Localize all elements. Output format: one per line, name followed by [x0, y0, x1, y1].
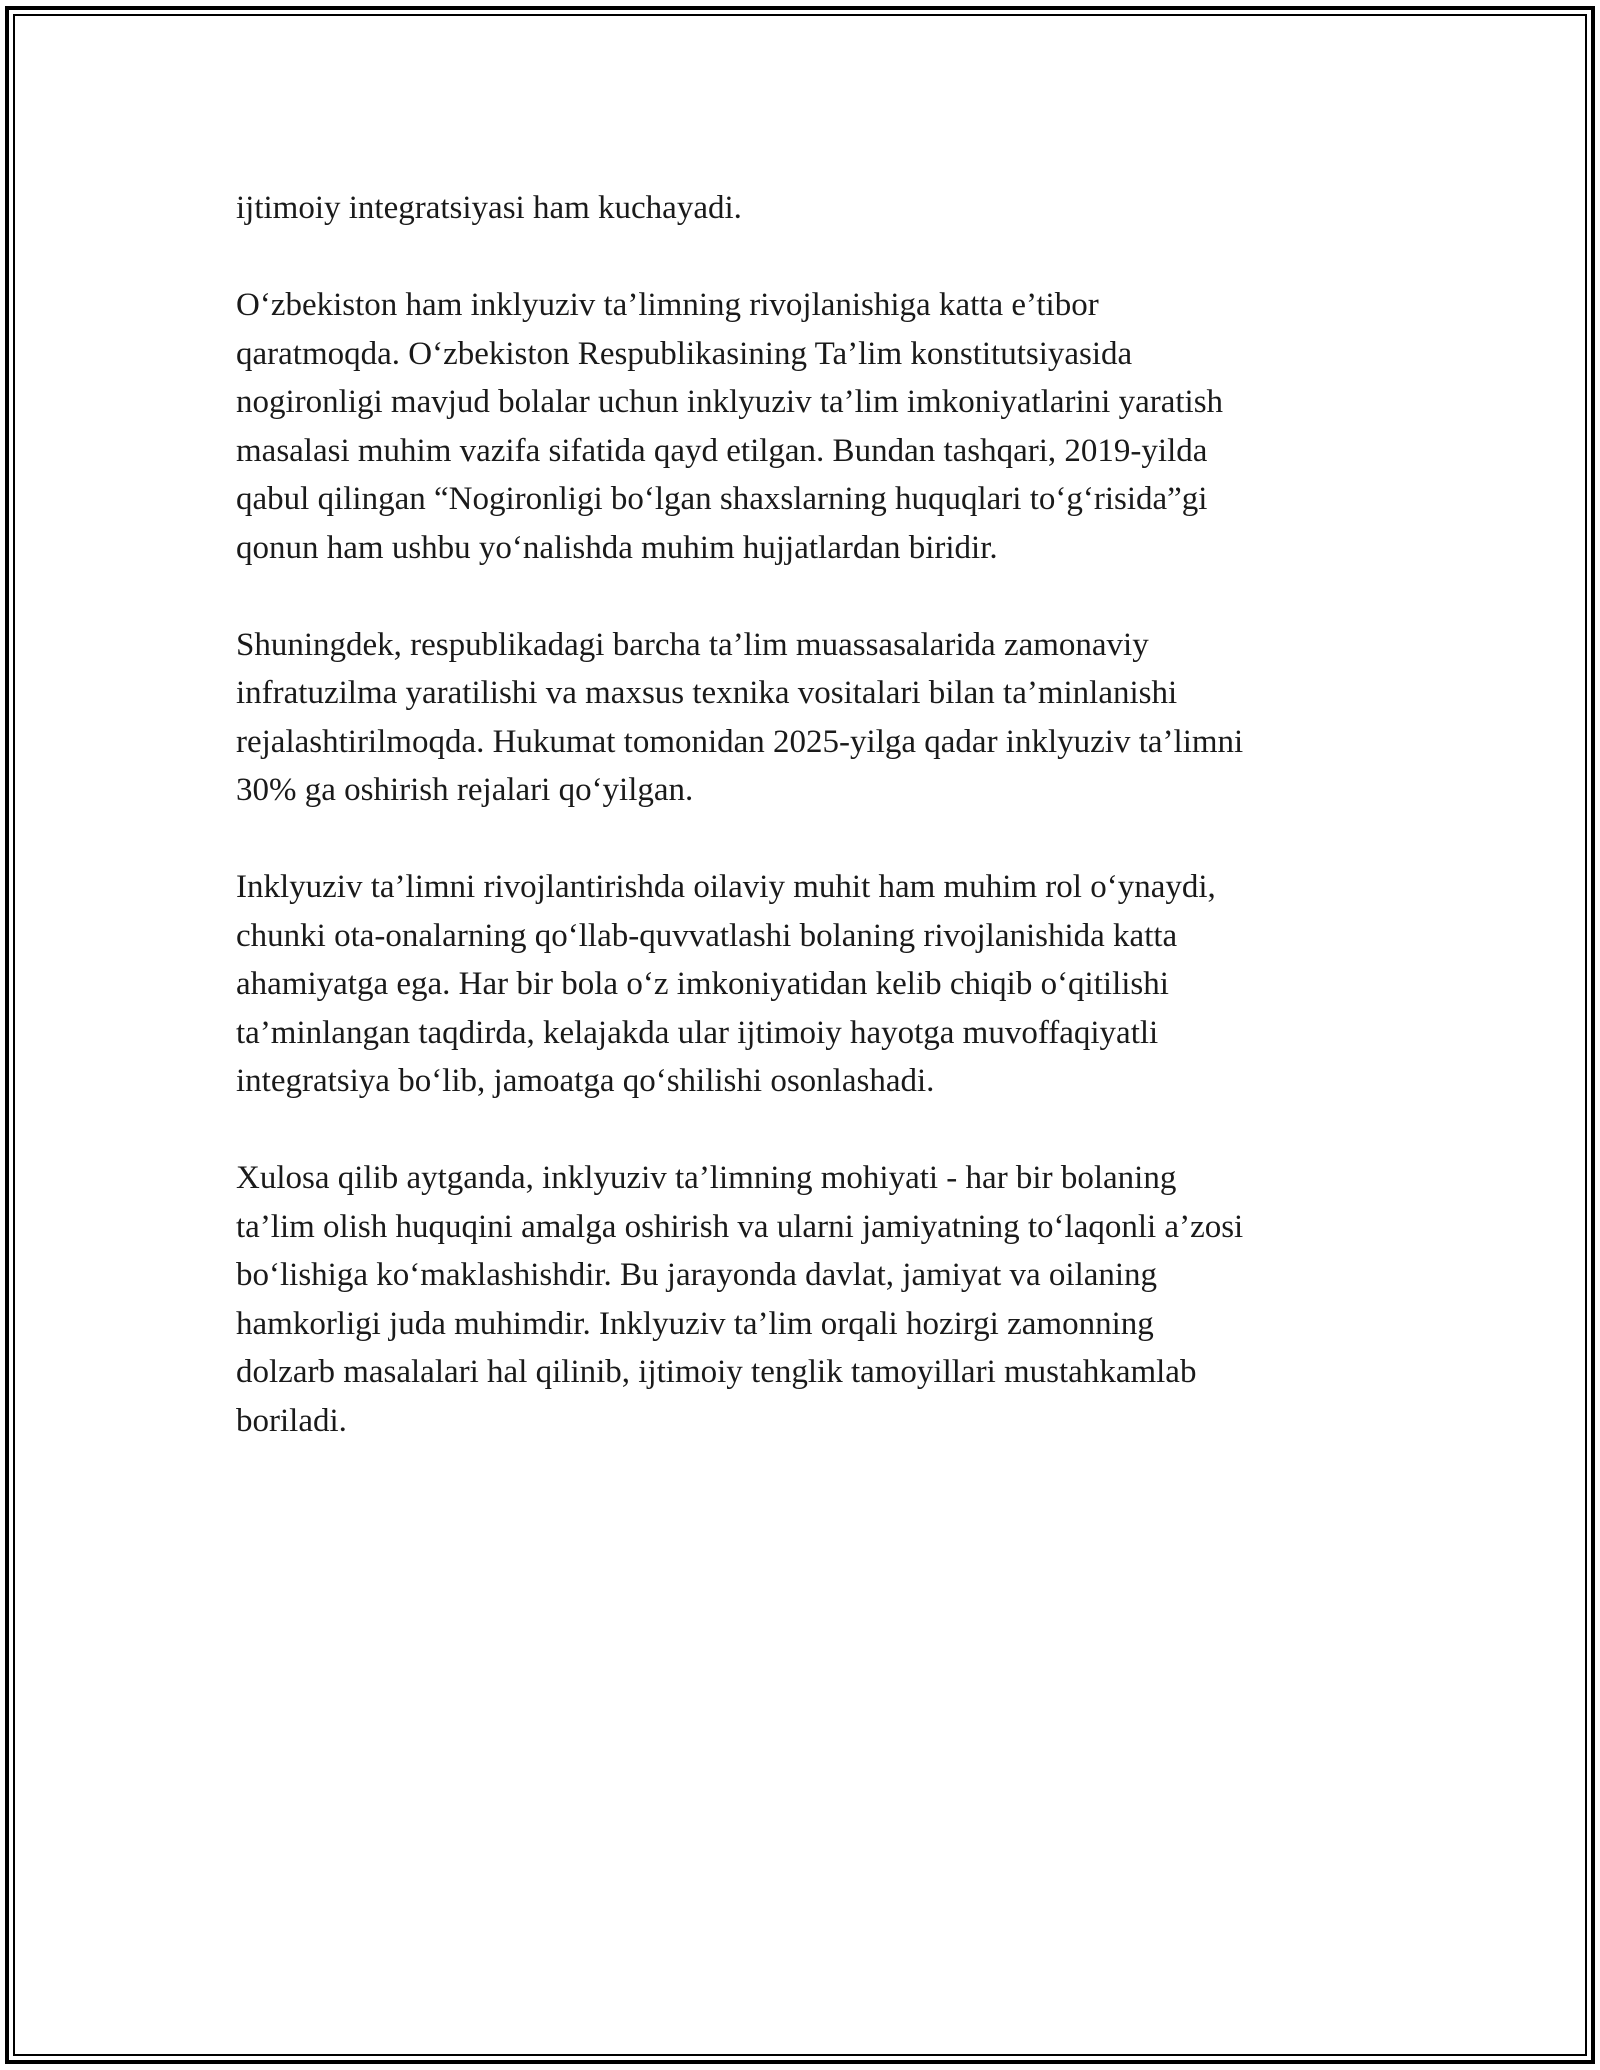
- paragraph-3: [236, 621, 1366, 815]
- text-line: hamkorligi juda muhimdir. Inklyuziv ta’lim orqali hozirgi zamonning: [236, 1305, 1154, 1342]
- text-line: nogironligi mavjud bolalar uchun inklyuziv ta’lim imkoniyatlarini yaratish: [236, 384, 1224, 420]
- text-line: chunki ota-onalarning qo‘llab-quvvatlashi bolaning rivojlanishida katta: [236, 917, 1178, 954]
- text-line: qonun ham ushbu yo‘nalishda muhim hujjatlardan biridir.: [236, 529, 998, 566]
- text-line: masalasi muhim vazifa sifatida qayd etilgan. Bundan tashqari, 2019-yilda: [236, 432, 1208, 469]
- paragraph-2: [236, 281, 1366, 572]
- text-line: bo‘lishiga ko‘maklashishdir. Bu jarayonda davlat, jamiyat va oilaning: [236, 1257, 1158, 1293]
- text-line: ta’minlangan taqdirda, kelajakda ular ijtimoiy hayotga muvoffaqiyatli: [236, 1014, 1159, 1051]
- paragraph-4: [236, 863, 1366, 1106]
- text-line: qabul qilingan “Nogironligi bo‘lgan shaxslarning huquqlari to‘g‘risida”gi: [236, 481, 1208, 517]
- text-line: Inklyuziv ta’limni rivojlantirishda oilaviy muhit ham muhim rol o‘ynaydi,: [236, 869, 1216, 905]
- text-line: ahamiyatga ega. Har bir bola o‘z imkoniyatidan kelib chiqib o‘qitilishi: [236, 966, 1169, 1002]
- text-line: Xulosa qilib aytganda, inklyuziv ta’limning mohiyati - har bir bolaning: [236, 1160, 1177, 1196]
- text-line: rejalashtirilmoqda. Hukumat tomonidan 2025-yilga qadar inklyuziv ta’limni: [236, 723, 1244, 760]
- document-body: [236, 184, 1366, 1494]
- text-line: ijtimoiy integratsiyasi ham kuchayadi.: [236, 190, 742, 226]
- text-line: 30% ga oshirish rejalari qo‘yilgan.: [236, 772, 694, 808]
- text-line: infratuzilma yaratilishi va maxsus texnika vositalari bilan ta’minlanishi: [236, 675, 1178, 711]
- text-line: Shuningdek, respublikadagi barcha ta’lim muassasalarida zamonaviy: [236, 626, 1149, 663]
- text-line: dolzarb masalalari hal qilinib, ijtimoiy tenglik tamoyillari mustahkamlab: [236, 1354, 1197, 1390]
- text-line: ta’lim olish huquqini amalga oshirish va ularni jamiyatning to‘laqonli a’zosi: [236, 1208, 1244, 1245]
- text-line: O‘zbekiston ham inklyuziv ta’limning rivojlanishiga katta e’tibor: [236, 287, 1099, 323]
- text-line: qaratmoqda. O‘zbekiston Respublikasining Ta’lim konstitutsiyasida: [236, 335, 1133, 372]
- text-line: boriladi.: [236, 1402, 347, 1439]
- paragraph-5: [236, 1154, 1366, 1445]
- text-line: integratsiya bo‘lib, jamoatga qo‘shilishi osonlashadi.: [236, 1063, 935, 1099]
- paragraph-1: [236, 184, 1366, 233]
